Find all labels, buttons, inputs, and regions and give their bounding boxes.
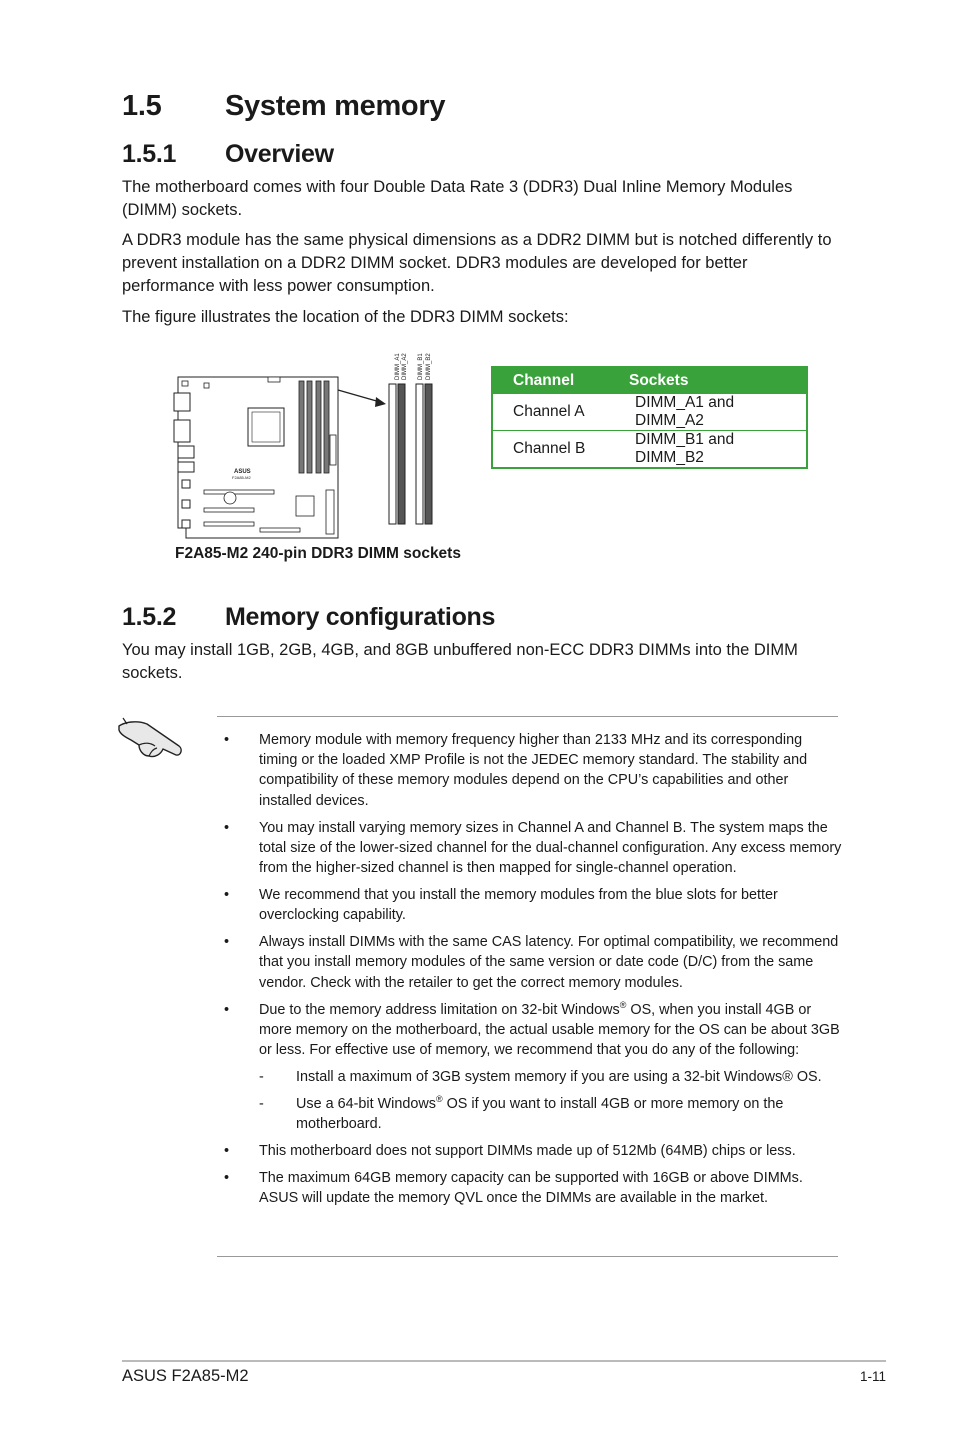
bullet: • bbox=[224, 1170, 230, 1187]
list-item bbox=[222, 932, 842, 993]
table-cell: DIMM_A1 and DIMM_A2 bbox=[623, 394, 807, 431]
channel-table-header bbox=[492, 367, 807, 394]
bullet: • bbox=[224, 934, 230, 951]
overview-title: Overview bbox=[225, 140, 334, 168]
dash: - bbox=[259, 1069, 264, 1086]
sub-note-text-before: Use a 64-bit Windows bbox=[296, 1096, 436, 1113]
section-title bbox=[122, 90, 445, 123]
table-cell: Channel B bbox=[492, 431, 623, 469]
table-row bbox=[492, 394, 807, 431]
list-item bbox=[222, 1141, 842, 1161]
list-item bbox=[222, 818, 842, 879]
overview-heading bbox=[122, 140, 334, 169]
overview-paragraph-2: A DDR3 module has the same physical dimensions as a DDR2 DIMM but is notched differently to prevent installation on a DDR2 DIMM socket. DDR3 modules are developed for better performance with less power consumption. bbox=[122, 231, 832, 295]
memory-config-number: 1.5.2 bbox=[122, 603, 177, 631]
table-cell: DIMM_B1 and DIMM_B2 bbox=[623, 431, 807, 469]
bullet: • bbox=[224, 819, 230, 836]
board-model-text: F2A85-M2 bbox=[232, 475, 251, 480]
bullet: • bbox=[224, 1001, 230, 1018]
list-item bbox=[222, 730, 842, 811]
note-text: You may install varying memory sizes in Channel A and Channel B. The system maps the total size of the lower-sized channel for the dual-channel configuration. Any excess memory from the higher-sized channel is then mapped for single-channel operation. bbox=[259, 819, 842, 877]
table-row bbox=[492, 431, 807, 469]
note-list bbox=[222, 730, 842, 1215]
dash: - bbox=[259, 1096, 264, 1113]
registered-mark: ® bbox=[619, 999, 627, 1010]
note-text: Memory module with memory frequency higher than 2133 MHz and its corresponding timing or the loaded XMP Profile is not the JEDEC memory standard. The stability and compatibility of these memory modules depend on the CPU’s capabilities and other installed devices. bbox=[259, 732, 808, 809]
note-text-after: OS, when you install 4GB or more memory on the motherboard, the actual usable memory for the OS can be about 3GB or less. For effective use of memory, we recommend that you do any of the following: bbox=[259, 1001, 840, 1059]
overview-paragraph-1: The motherboard comes with four Double Data Rate 3 (DDR3) Dual Inline Memory Modules (DIMM) sockets. bbox=[122, 178, 793, 219]
memory-config-title: Memory configurations bbox=[225, 603, 496, 631]
note-bottom-divider bbox=[217, 1256, 838, 1257]
sub-list-item bbox=[259, 1067, 842, 1087]
bullet: • bbox=[224, 732, 230, 748]
memory-config-heading bbox=[122, 603, 495, 632]
slot-label-b2: DIMM_B2 bbox=[426, 353, 432, 380]
overview-number: 1.5.1 bbox=[122, 140, 177, 168]
bullet: • bbox=[224, 887, 230, 904]
sub-note-text: Install a maximum of 3GB system memory if you are using a 32-bit Windows® OS. bbox=[296, 1069, 822, 1086]
list-item bbox=[222, 885, 842, 925]
sockets-header: Sockets bbox=[623, 367, 807, 394]
slot-label-b1: DIMM_B1 bbox=[418, 353, 424, 380]
note-top-divider bbox=[217, 716, 838, 717]
slot-label-a1: DIMM_A1 bbox=[395, 353, 401, 380]
channel-table bbox=[491, 366, 808, 469]
footer-product-name: ASUS F2A85-M2 bbox=[122, 1367, 249, 1385]
channel-header: Channel bbox=[492, 367, 623, 394]
note-text-before: Due to the memory address limitation on 32-bit Windows bbox=[259, 1001, 620, 1018]
bullet: • bbox=[224, 1143, 230, 1160]
note-text: We recommend that you install the memory modules from the blue slots for better overclocking capability. bbox=[259, 887, 778, 924]
page-number: 1-11 bbox=[859, 1369, 886, 1384]
list-item bbox=[222, 1168, 842, 1208]
board-brand-text: ASUS bbox=[234, 469, 251, 475]
memory-config-paragraph: You may install 1GB, 2GB, 4GB, and 8GB unbuffered non-ECC DDR3 DIMMs into the DIMM sockets. bbox=[122, 641, 798, 682]
overview-paragraph-3: The figure illustrates the location of the DDR3 DIMM sockets: bbox=[122, 308, 569, 326]
section-number: 1.5 bbox=[122, 90, 162, 122]
sub-note-text-after: OS if you want to install 4GB or more memory on the motherboard. bbox=[296, 1096, 784, 1133]
note-text: This motherboard does not support DIMMs made up of 512Mb (64MB) chips or less. bbox=[259, 1143, 796, 1160]
section-title-text: System memory bbox=[225, 90, 446, 122]
motherboard-diagram bbox=[160, 340, 450, 540]
footer-divider bbox=[122, 1360, 886, 1362]
list-item bbox=[222, 1000, 842, 1135]
figure-caption: F2A85-M2 240-pin DDR3 DIMM sockets bbox=[175, 545, 461, 562]
note-hand-icon bbox=[115, 712, 187, 764]
sub-list-item bbox=[259, 1094, 842, 1134]
table-cell: Channel A bbox=[492, 394, 623, 431]
note-text: Always install DIMMs with the same CAS latency. For optimal compatibility, we recommend that you install memory modules of the same version or date code (D/C) from the same vendor. Check with the retailer to get the correct memory modules. bbox=[259, 934, 839, 991]
note-text: The maximum 64GB memory capacity can be supported with 16GB or above DIMMs. ASUS will update the memory QVL once the DIMMs are available in the market. bbox=[259, 1170, 803, 1207]
registered-mark: ® bbox=[435, 1094, 443, 1105]
slot-label-a2: DIMM_A2 bbox=[402, 353, 408, 380]
